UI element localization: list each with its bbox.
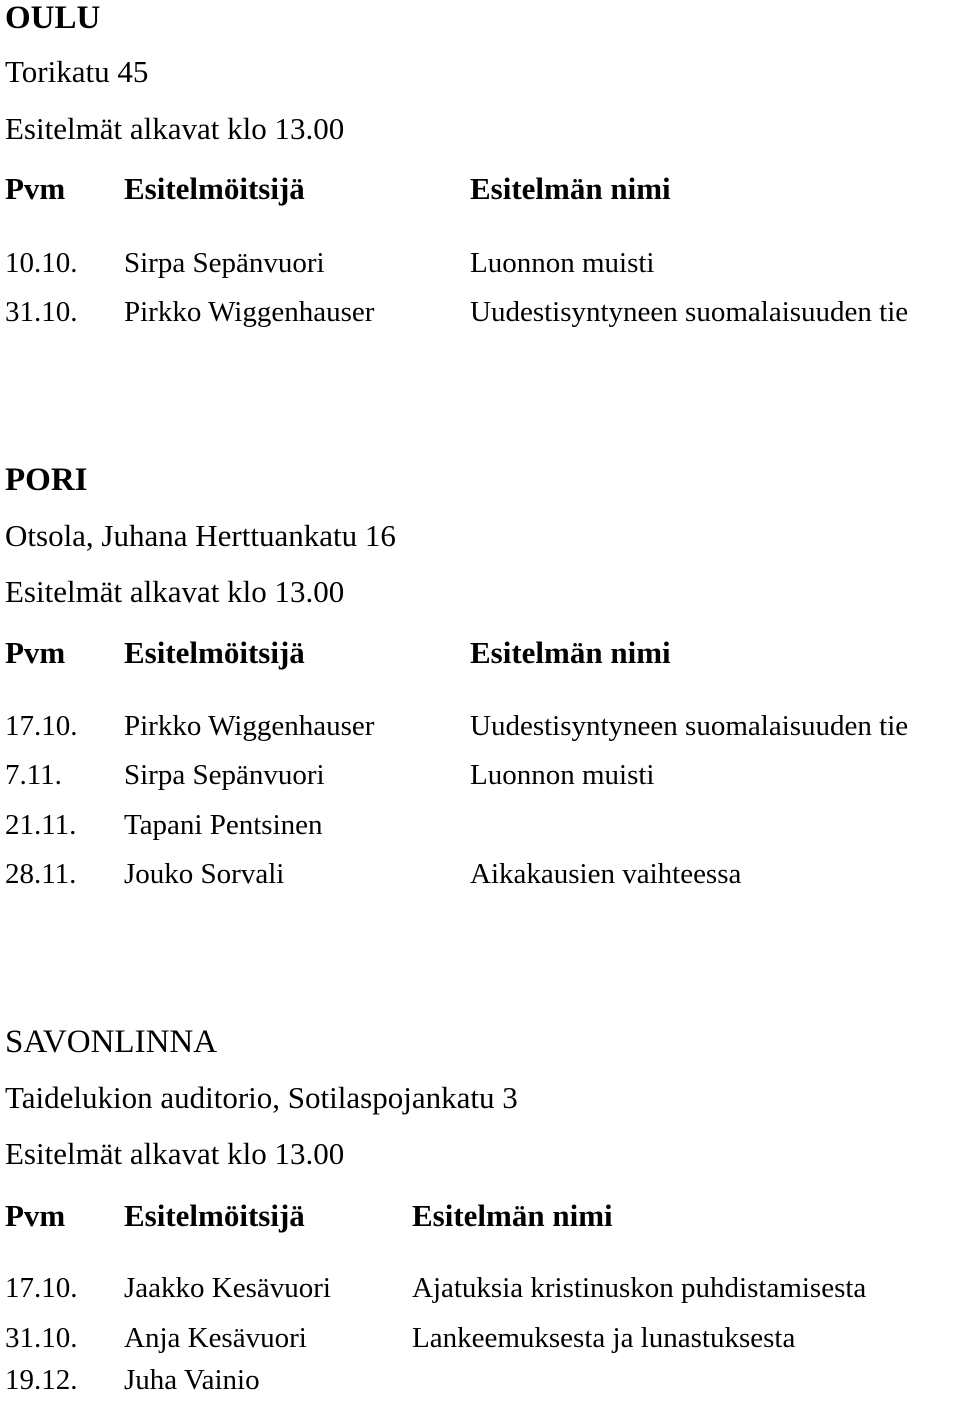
section-address-oulu: Torikatu 45 <box>5 54 149 89</box>
header-date: Pvm <box>5 171 66 206</box>
row-speaker: Sirpa Sepänvuori <box>124 759 325 791</box>
row-date: 17.10. <box>5 710 78 742</box>
row-date: 21.11. <box>5 809 77 841</box>
section-start-time-savonlinna: Esitelmät alkavat klo 13.00 <box>5 1136 345 1171</box>
section-address-savonlinna: Taidelukion auditorio, Sotilaspojankatu 3 <box>5 1080 518 1115</box>
row-speaker: Tapani Pentsinen <box>124 809 323 841</box>
header-title: Esitelmän nimi <box>412 1198 613 1233</box>
header-speaker: Esitelmöitsijä <box>124 171 305 206</box>
row-speaker: Pirkko Wiggenhauser <box>124 710 375 742</box>
table-row <box>5 807 960 843</box>
header-date: Pvm <box>5 1198 66 1233</box>
row-speaker: Pirkko Wiggenhauser <box>124 296 375 328</box>
section-address-pori: Otsola, Juhana Herttuankatu 16 <box>5 518 396 553</box>
row-date: 17.10. <box>5 1272 78 1304</box>
table-header-savonlinna <box>5 1196 960 1236</box>
section-start-time-oulu: Esitelmät alkavat klo 13.00 <box>5 111 345 146</box>
table-row <box>5 245 960 281</box>
table-row <box>5 1320 960 1356</box>
row-title: Uudestisyntyneen suomalaisuuden tie <box>470 296 909 328</box>
row-title: Aikakausien vaihteessa <box>470 858 742 890</box>
row-speaker: Sirpa Sepänvuori <box>124 247 325 279</box>
section-city-oulu: OULU <box>5 0 101 36</box>
table-row <box>5 294 960 330</box>
section-start-time-pori: Esitelmät alkavat klo 13.00 <box>5 574 345 609</box>
row-title: Uudestisyntyneen suomalaisuuden tie <box>470 710 909 742</box>
row-speaker: Jouko Sorvali <box>124 858 285 890</box>
section-city-pori: PORI <box>5 462 88 498</box>
header-speaker: Esitelmöitsijä <box>124 1198 305 1233</box>
row-date: 28.11. <box>5 858 77 890</box>
section-city-savonlinna: SAVONLINNA <box>5 1024 218 1060</box>
row-date: 7.11. <box>5 759 62 791</box>
row-date: 31.10. <box>5 296 78 328</box>
row-speaker: Jaakko Kesävuori <box>124 1272 331 1304</box>
header-date: Pvm <box>5 635 66 670</box>
row-title: Luonnon muisti <box>470 247 655 279</box>
row-title: Lankeemuksesta ja lunastuksesta <box>412 1322 796 1354</box>
row-speaker: Juha Vainio <box>124 1364 260 1396</box>
row-speaker: Anja Kesävuori <box>124 1322 307 1354</box>
header-title: Esitelmän nimi <box>470 635 671 670</box>
table-row <box>5 1270 960 1306</box>
row-date: 31.10. <box>5 1322 78 1354</box>
table-row <box>5 1362 960 1398</box>
row-date: 19.12. <box>5 1364 78 1396</box>
table-row <box>5 708 960 744</box>
row-title: Luonnon muisti <box>470 759 655 791</box>
header-title: Esitelmän nimi <box>470 171 671 206</box>
header-speaker: Esitelmöitsijä <box>124 635 305 670</box>
table-row <box>5 856 960 892</box>
table-row <box>5 757 960 793</box>
row-date: 10.10. <box>5 247 78 279</box>
table-header-oulu <box>5 169 960 209</box>
table-header-pori <box>5 633 960 673</box>
row-title: Ajatuksia kristinuskon puhdistamisesta <box>412 1272 867 1304</box>
